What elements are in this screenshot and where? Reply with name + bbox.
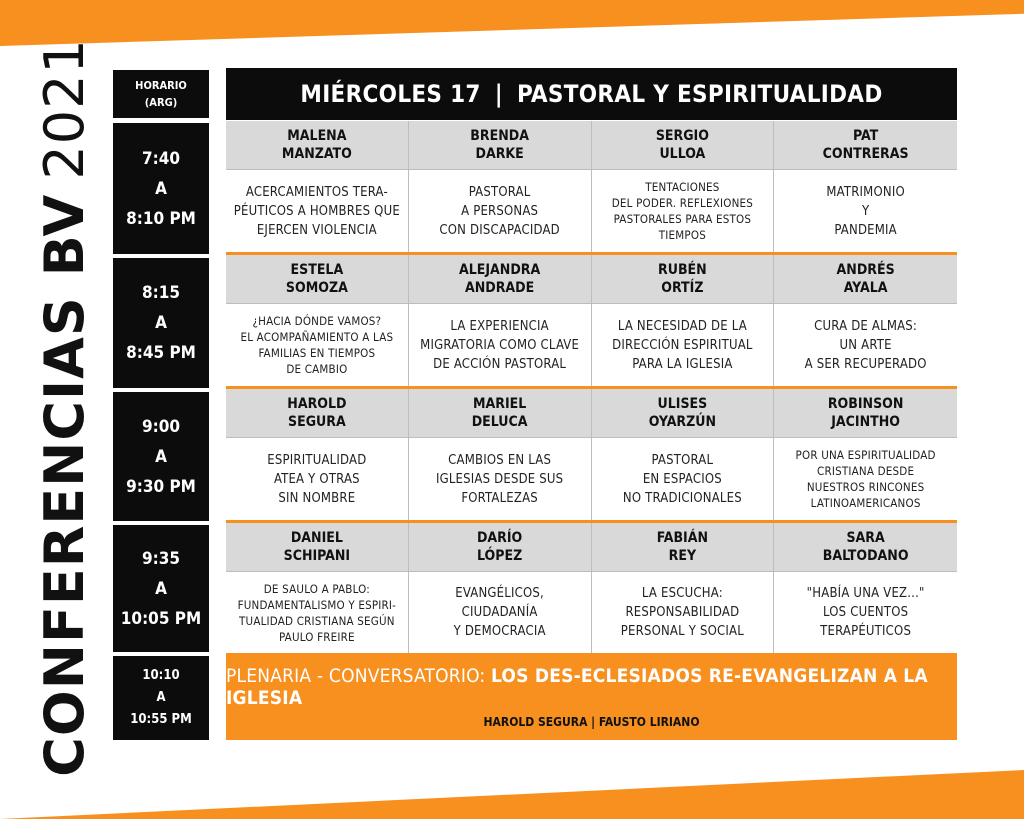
topic-cell bbox=[774, 572, 957, 653]
time-end: 9:30 PM bbox=[126, 476, 196, 497]
topic-line: LATINOAMERICANOS bbox=[810, 496, 921, 510]
time-end: 10:05 PM bbox=[120, 608, 202, 629]
speaker-last: MANZATO bbox=[281, 146, 352, 162]
topic-cell bbox=[592, 438, 775, 520]
speaker-first: DANIEL bbox=[290, 530, 343, 546]
topic-line: TERAPÉUTICOS bbox=[820, 624, 912, 639]
time-sep: A bbox=[155, 313, 167, 333]
plenary-title: LOS DES-ECLESIADOS RE-EVANGELIZAN A LA IGLESIA bbox=[226, 664, 928, 709]
day-divider: | bbox=[494, 80, 503, 108]
schedule-table bbox=[226, 68, 957, 740]
topic-cell bbox=[409, 304, 592, 386]
time-column-header bbox=[113, 70, 209, 118]
speaker-first: ANDRÉS bbox=[836, 262, 895, 278]
topic-cell bbox=[226, 572, 409, 653]
topic-line: POR UNA ESPIRITUALIDAD bbox=[795, 448, 936, 462]
speaker-first: ALEJANDRA bbox=[458, 262, 541, 278]
topic-line: CURA DE ALMAS: bbox=[814, 318, 918, 334]
topic-line: Y DEMOCRACIA bbox=[453, 624, 546, 639]
speaker-cell bbox=[226, 121, 409, 169]
speaker-first: MALENA bbox=[287, 128, 347, 144]
time-header-line2: (ARG) bbox=[144, 96, 178, 109]
speaker-row bbox=[226, 121, 957, 170]
bottom-orange-stripe bbox=[0, 770, 1024, 819]
speaker-cell bbox=[774, 255, 957, 303]
topic-row bbox=[226, 170, 957, 252]
topic-line: RESPONSABILIDAD bbox=[625, 605, 740, 620]
topic-line: ATEA Y OTRAS bbox=[273, 471, 360, 487]
time-sep: A bbox=[156, 690, 166, 705]
speaker-cell bbox=[592, 389, 775, 437]
time-slot bbox=[113, 525, 209, 652]
plenary-banner bbox=[226, 653, 957, 740]
speaker-last: CONTRERAS bbox=[822, 146, 909, 162]
session-block bbox=[226, 389, 957, 523]
topic-line: NO TRADICIONALES bbox=[622, 490, 742, 506]
topic-line: PAULO FREIRE bbox=[278, 629, 355, 644]
speaker-last: SCHIPANI bbox=[283, 548, 351, 564]
topic-line: TENTACIONES bbox=[645, 180, 720, 194]
speaker-cell bbox=[774, 389, 957, 437]
speaker-row bbox=[226, 255, 957, 304]
speaker-first: SARA bbox=[846, 530, 885, 546]
top-orange-stripe bbox=[0, 0, 1024, 46]
speaker-last: JACINTHO bbox=[831, 414, 900, 430]
topic-line: EVANGÉLICOS, bbox=[455, 586, 544, 601]
session-block bbox=[226, 523, 957, 653]
topic-line: PÉUTICOS A HOMBRES QUE bbox=[233, 203, 400, 219]
time-start: 9:35 bbox=[141, 548, 181, 569]
speaker-cell bbox=[409, 121, 592, 169]
topic-row bbox=[226, 572, 957, 653]
topic-line: IGLESIAS DESDE SUS bbox=[435, 471, 564, 487]
time-start: 10:10 bbox=[142, 668, 180, 683]
topic-cell bbox=[774, 304, 957, 386]
speaker-first: FABIÁN bbox=[656, 530, 709, 546]
topic-line: "HABÍA UNA VEZ..." bbox=[806, 586, 925, 601]
topic-cell bbox=[592, 572, 775, 653]
time-start: 8:15 bbox=[141, 283, 181, 303]
session-block bbox=[226, 255, 957, 389]
topic-line: PASTORALES PARA ESTOS bbox=[613, 212, 752, 226]
time-start: 9:00 bbox=[141, 416, 181, 437]
topic-line: DEL PODER. REFLEXIONES bbox=[611, 196, 754, 210]
speaker-first: ESTELA bbox=[290, 262, 344, 278]
session-block bbox=[226, 121, 957, 255]
speaker-cell bbox=[226, 523, 409, 571]
speaker-last: ORTÍZ bbox=[661, 280, 704, 296]
topic-line: PASTORAL bbox=[468, 184, 531, 200]
speaker-last: SEGURA bbox=[288, 414, 346, 430]
time-header-line1: HORARIO bbox=[135, 79, 187, 92]
topic-line: PARA LA IGLESIA bbox=[632, 356, 733, 372]
topic-cell bbox=[592, 304, 775, 386]
speaker-first: ROBINSON bbox=[827, 396, 904, 412]
speaker-last: DARKE bbox=[475, 146, 524, 162]
title-year: 2021 bbox=[32, 37, 96, 180]
speaker-first: HAROLD bbox=[287, 396, 347, 412]
speaker-row bbox=[226, 389, 957, 438]
topic-line: SIN NOMBRE bbox=[278, 490, 356, 506]
speaker-cell bbox=[409, 523, 592, 571]
time-end: 8:45 PM bbox=[126, 343, 196, 363]
topic-line: PANDEMIA bbox=[834, 222, 897, 238]
speaker-cell bbox=[774, 121, 957, 169]
day-theme: PASTORAL Y ESPIRITUALIDAD bbox=[516, 80, 883, 108]
topic-line: PERSONAL Y SOCIAL bbox=[620, 624, 744, 639]
speaker-first: DARÍO bbox=[476, 530, 523, 546]
speaker-last: AYALA bbox=[843, 280, 888, 296]
speaker-first: ULISES bbox=[657, 396, 708, 412]
topic-line: NUESTROS RINCONES bbox=[806, 480, 925, 494]
speaker-last: LÓPEZ bbox=[477, 548, 523, 564]
speaker-last: DELUCA bbox=[471, 414, 528, 430]
speaker-last: REY bbox=[668, 548, 697, 564]
topic-line: CIUDADANÍA bbox=[461, 605, 538, 620]
speaker-last: BALTODANO bbox=[822, 548, 909, 564]
time-slot bbox=[113, 656, 209, 740]
topic-line: EN ESPACIOS bbox=[642, 471, 722, 487]
topic-row bbox=[226, 304, 957, 386]
topic-cell bbox=[774, 438, 957, 520]
plenary-label: PLENARIA - CONVERSATORIO: bbox=[226, 664, 486, 687]
topic-cell bbox=[409, 170, 592, 252]
topic-cell bbox=[409, 438, 592, 520]
time-sep: A bbox=[155, 446, 167, 467]
topic-cell bbox=[226, 438, 409, 520]
topic-line: EL ACOMPAÑAMIENTO A LAS bbox=[240, 330, 394, 344]
topic-line: A SER RECUPERADO bbox=[804, 356, 927, 372]
time-sep: A bbox=[155, 578, 167, 599]
topic-cell bbox=[592, 170, 775, 252]
topic-line: UN ARTE bbox=[839, 337, 892, 353]
topic-line: PASTORAL bbox=[651, 452, 714, 468]
topic-line: FORTALEZAS bbox=[461, 490, 538, 506]
speaker-cell bbox=[592, 255, 775, 303]
time-sep: A bbox=[155, 178, 167, 199]
time-start: 7:40 bbox=[141, 148, 181, 169]
topic-cell bbox=[774, 170, 957, 252]
speaker-first: RUBÉN bbox=[658, 262, 707, 278]
speaker-cell bbox=[774, 523, 957, 571]
topic-line: EJERCEN VIOLENCIA bbox=[256, 222, 377, 238]
speaker-first: BRENDA bbox=[470, 128, 529, 144]
topic-line: ACERCAMIENTOS TERA- bbox=[245, 184, 388, 200]
topic-line: LA NECESIDAD DE LA bbox=[617, 318, 747, 334]
title-bold: CONFERENCIAS BV bbox=[32, 193, 96, 777]
speaker-cell bbox=[409, 255, 592, 303]
speaker-cell bbox=[409, 389, 592, 437]
plenary-line bbox=[226, 665, 957, 709]
topic-cell bbox=[226, 170, 409, 252]
topic-line: DE ACCIÓN PASTORAL bbox=[433, 356, 567, 372]
speaker-cell bbox=[592, 121, 775, 169]
topic-line: ¿HACIA DÓNDE VAMOS? bbox=[252, 314, 382, 328]
topic-line: LA EXPERIENCIA bbox=[450, 318, 549, 334]
topic-line: FAMILIAS EN TIEMPOS bbox=[258, 346, 376, 360]
topic-line: CRISTIANA DESDE bbox=[817, 464, 915, 478]
topic-line: MIGRATORIA COMO CLAVE bbox=[420, 337, 580, 353]
day-header bbox=[226, 68, 957, 120]
speaker-last: ULLOA bbox=[659, 146, 706, 162]
topic-cell bbox=[409, 572, 592, 653]
speaker-first: PAT bbox=[853, 128, 879, 144]
topic-line: FUNDAMENTALISMO Y ESPIRI- bbox=[237, 597, 397, 612]
topic-row bbox=[226, 438, 957, 520]
topic-line: TIEMPOS bbox=[658, 228, 706, 242]
speaker-row bbox=[226, 523, 957, 572]
topic-cell bbox=[226, 304, 409, 386]
topic-line: LOS CUENTOS bbox=[823, 605, 909, 620]
time-slot bbox=[113, 392, 209, 521]
speaker-first: SERGIO bbox=[655, 128, 709, 144]
speaker-last: OYARZÚN bbox=[648, 414, 717, 430]
topic-line: Y bbox=[861, 203, 870, 219]
speaker-cell bbox=[226, 389, 409, 437]
topic-line: LA ESCUCHA: bbox=[641, 586, 723, 601]
vertical-title bbox=[20, 37, 108, 777]
topic-line: MATRIMONIO bbox=[826, 184, 905, 200]
topic-line: CAMBIOS EN LAS bbox=[448, 452, 552, 468]
topic-line: DE CAMBIO bbox=[286, 362, 348, 376]
topic-line: CON DISCAPACIDAD bbox=[439, 222, 560, 238]
plenary-speakers: HAROLD SEGURA | FAUSTO LIRIANO bbox=[483, 714, 700, 729]
time-end: 10:55 PM bbox=[130, 712, 192, 727]
topic-line: DIRECCIÓN ESPIRITUAL bbox=[612, 337, 753, 353]
time-slot bbox=[113, 258, 209, 388]
day-label: MIÉRCOLES 17 bbox=[300, 80, 481, 108]
topic-line: TUALIDAD CRISTIANA SEGÚN bbox=[239, 613, 395, 628]
topic-line: DE SAULO A PABLO: bbox=[263, 581, 370, 596]
topic-line: A PERSONAS bbox=[461, 203, 539, 219]
topic-line: ESPIRITUALIDAD bbox=[267, 452, 367, 468]
speaker-cell bbox=[592, 523, 775, 571]
speaker-first: MARIEL bbox=[472, 396, 527, 412]
time-end: 8:10 PM bbox=[126, 208, 196, 229]
speaker-cell bbox=[226, 255, 409, 303]
speaker-last: SOMOZA bbox=[285, 280, 348, 296]
speaker-last: ANDRADE bbox=[464, 280, 535, 296]
time-slot bbox=[113, 123, 209, 254]
